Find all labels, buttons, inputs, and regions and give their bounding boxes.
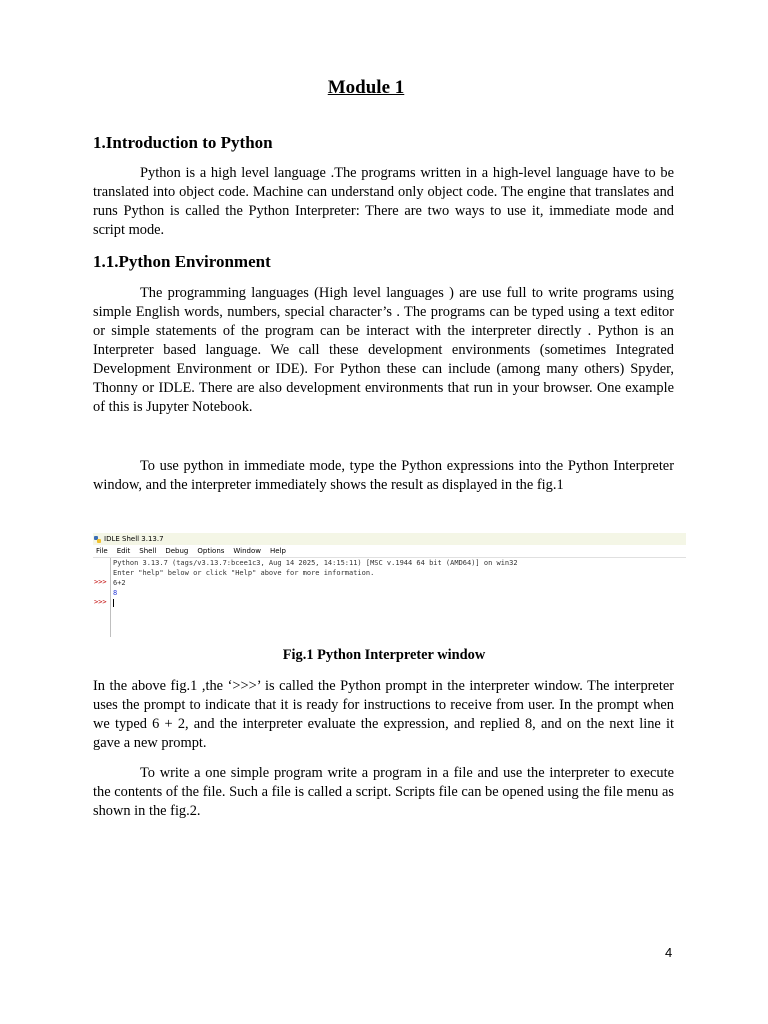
section-heading-introduction: 1.Introduction to Python xyxy=(93,133,273,152)
script-mode-paragraph: To write a one simple program write a program in a file and use the interpreter to execute the contents of the file. Such a file is called a script. Scripts file can be opened using the file menu as shown in the fig.2. xyxy=(93,765,674,819)
shell-output xyxy=(113,558,683,608)
prompt-marker: >>> xyxy=(94,598,107,606)
menu-shell[interactable]: Shell xyxy=(139,547,157,555)
prompt-marker: >>> xyxy=(94,578,107,586)
idle-shell-figure xyxy=(93,533,686,637)
module-title: Module 1 xyxy=(327,77,405,98)
menu-debug[interactable]: Debug xyxy=(165,547,189,555)
idle-shell-body[interactable] xyxy=(93,558,686,637)
immediate-mode-paragraph: To use python in immediate mode, type the Python expressions into the Python Interpreter window, and the interpreter immediately shows the result as displayed in the fig.1 xyxy=(93,458,674,493)
menu-help[interactable]: Help xyxy=(270,547,286,555)
banner-line: Enter "help" below or click "Help" above for more information. xyxy=(113,569,375,577)
shell-result: 8 xyxy=(113,589,118,597)
menu-window[interactable]: Window xyxy=(233,547,262,555)
banner-line: Python 3.13.7 (tags/v3.13.7:bcee1c3, Aug 14 2025, 14:15:11) [MSC v.1944 64 bit (AMD64)] on win32 xyxy=(113,559,518,567)
page-number: 4 xyxy=(665,945,673,960)
menu-file[interactable]: File xyxy=(96,547,108,555)
shell-input: 6+2 xyxy=(113,579,126,587)
prompt-gutter xyxy=(93,558,111,637)
menu-options[interactable]: Options xyxy=(197,547,225,555)
idle-window-title: IDLE Shell 3.13.7 xyxy=(104,535,164,543)
section-heading-environment: 1.1.Python Environment xyxy=(93,252,271,271)
idle-menubar xyxy=(93,545,686,558)
python-logo-icon xyxy=(94,536,101,543)
idle-titlebar xyxy=(93,533,686,545)
text-cursor xyxy=(113,599,114,607)
figure-caption: Fig.1 Python Interpreter window xyxy=(282,647,486,663)
prompt-explanation-paragraph: In the above fig.1 ,the ‘>>>’ is called the Python prompt in the interpreter window. The interpreter uses the prompt to indicate that it is ready for instructions to receive from user. In the prompt when we typed 6 + 2, and the interpreter evaluate the expression, and replied 8, and on the next line it gave a new prompt. xyxy=(93,678,674,751)
shell-cursor-line[interactable] xyxy=(113,598,683,608)
menu-edit[interactable]: Edit xyxy=(116,547,131,555)
intro-paragraph: Python is a high level language .The programs written in a high-level language have to be translated into object code. Machine can understand only object code. The engine that translates and runs Python is called the Python Interpreter: There are two ways to use it, immediate mode and script mode. xyxy=(93,165,674,238)
environment-paragraph: The programming languages (High level languages ) are use full to write programs using simple English words, numbers, special character’s . The programs can be typed using a text editor or simple statements of the program can be interact with the interpreter directly . Python is an Interpreter based language. We call these development environments (sometimes Integrated Development Environment or IDE). For Python these can include (among many others) Spyder, Thonny or IDLE. There are also development environments that run in your browser. One example of this is Jupyter Notebook. xyxy=(93,285,674,415)
